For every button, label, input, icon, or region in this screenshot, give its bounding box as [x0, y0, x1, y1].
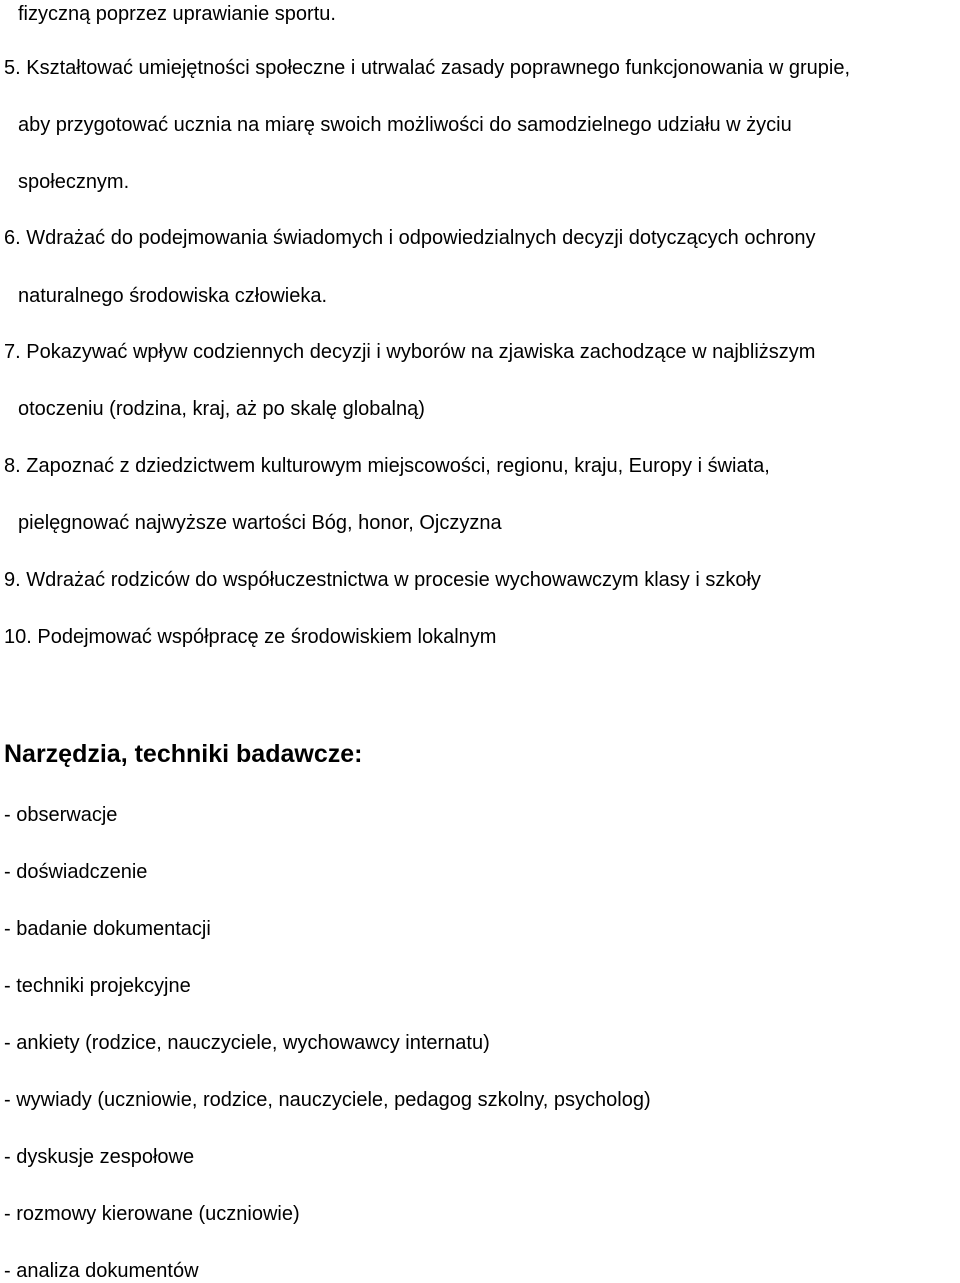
tool-item: - dyskusje zespołowe	[4, 1146, 195, 1168]
goal-6-line-2: naturalnego środowiska człowieka.	[18, 285, 328, 307]
goal-5-line-1: 5. Kształtować umiejętności społeczne i utrwalać zasady poprawnego funkcjonowania w grupie,	[4, 57, 851, 79]
goal-5-line-3: społecznym.	[18, 171, 130, 193]
tool-item: - obserwacje	[4, 804, 118, 826]
goal-8-line-1: 8. Zapoznać z dziedzictwem kulturowym miejscowości, regionu, kraju, Europy i świata,	[4, 455, 770, 477]
goal-line-continuation: fizyczną poprzez uprawianie sportu.	[18, 3, 336, 25]
goal-7-line-2: otoczeniu (rodzina, kraj, aż po skalę globalną)	[18, 398, 425, 420]
tool-item: - rozmowy kierowane (uczniowie)	[4, 1203, 300, 1225]
tool-item: - doświadczenie	[4, 861, 148, 883]
goal-7-line-1: 7. Pokazywać wpływ codziennych decyzji i wyborów na zjawiska zachodzące w najbliższym	[4, 341, 816, 363]
tool-item: - techniki projekcyjne	[4, 975, 191, 997]
tool-item: - badanie dokumentacji	[4, 918, 211, 940]
tool-item: - ankiety (rodzice, nauczyciele, wychowawcy internatu)	[4, 1032, 490, 1054]
tool-item: - wywiady (uczniowie, rodzice, nauczyciele, pedagog szkolny, psycholog)	[4, 1089, 651, 1111]
goal-8-line-2: pielęgnować najwyższe wartości Bóg, honor, Ojczyzna	[18, 512, 502, 534]
tool-item: - analiza dokumentów	[4, 1260, 199, 1282]
goal-10-line: 10. Podejmować współpracę ze środowiskiem lokalnym	[4, 626, 497, 648]
goal-6-line-1: 6. Wdrażać do podejmowania świadomych i odpowiedzialnych decyzji dotyczących ochrony	[4, 227, 816, 249]
section-heading-tools: Narzędzia, techniki badawcze:	[4, 740, 363, 768]
goal-9-line: 9. Wdrażać rodziców do współuczestnictwa w procesie wychowawczym klasy i szkoły	[4, 569, 761, 591]
goal-5-line-2: aby przygotować ucznia na miarę swoich możliwości do samodzielnego udziału w życiu	[18, 114, 792, 136]
